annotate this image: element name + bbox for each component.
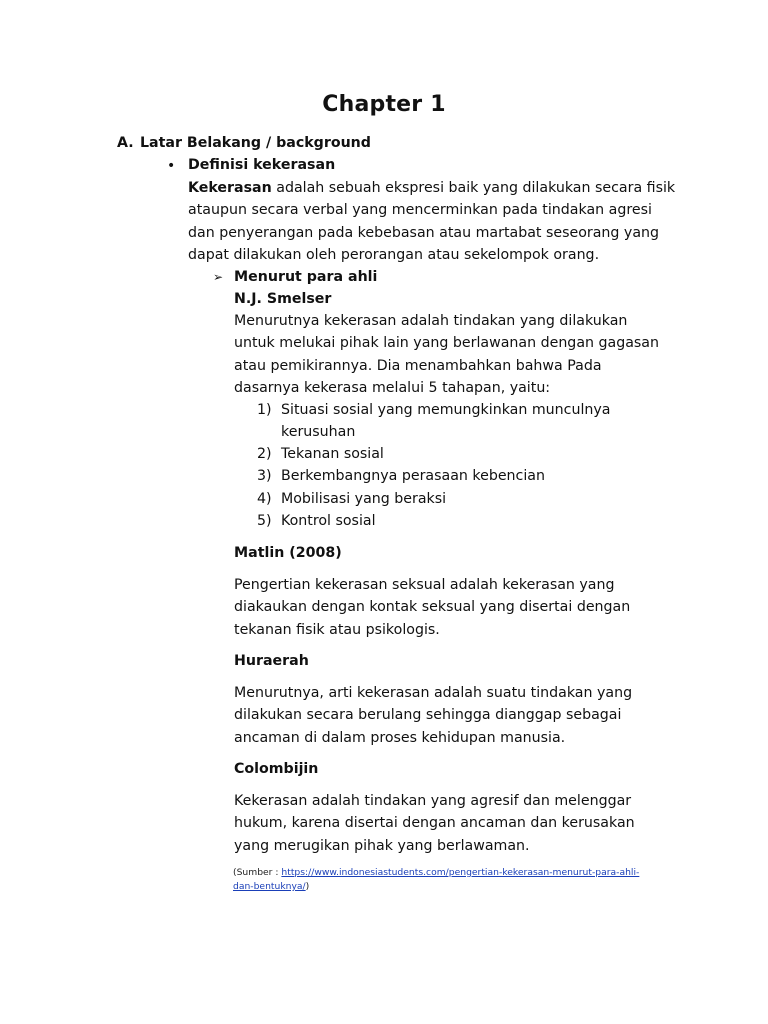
stage-text: Kontrol sosial <box>281 513 376 529</box>
stage-text: Berkembangnya perasaan kebencian <box>281 468 545 484</box>
smelser-line: untuk melukai pihak lain yang berlawanan dengan gagasan <box>234 335 659 352</box>
expert-name-smelser: N.J. Smelser <box>234 291 332 307</box>
matlin-line: Pengertian kekerasan seksual adalah kekerasan yang <box>234 577 615 593</box>
definition-line: adalah sebuah ekspresi baik yang dilakukan secara fisik <box>271 180 676 196</box>
expert-name-huraerah: Huraerah <box>234 653 309 669</box>
definition-line: dan penyerangan pada kebebasan atau martabat seseorang yang <box>188 224 660 241</box>
matlin-line: tekanan fisik atau psikologis. <box>234 621 440 638</box>
smelser-line: dasarnya kekerasa melalui 5 tahapan, yaitu: <box>234 379 551 396</box>
stage-number: 5) <box>257 513 272 529</box>
huraerah-line: dilakukan secara berulang sehingga dianggap sebagai <box>234 707 622 724</box>
smelser-line: Menurutnya kekerasan adalah tindakan yang dilakukan <box>234 313 628 329</box>
colombijin-line: Kekerasan adalah tindakan yang agresif dan melenggar <box>234 793 632 809</box>
huraerah-line: ancaman di dalam proses kehidupan manusia. <box>234 729 566 746</box>
definition-line: ataupun secara verbal yang mencerminkan pada tindakan agresi <box>188 202 652 219</box>
definition-paragraph <box>188 177 675 266</box>
arrow-bullet-icon: ➢ <box>213 270 224 284</box>
definition-heading: Definisi kekerasan <box>188 157 336 173</box>
stage-number: 4) <box>257 491 272 507</box>
source-citation <box>233 866 639 894</box>
stage-text: kerusuhan <box>281 424 356 440</box>
expert-name-colombijin: Colombijin <box>234 761 319 777</box>
stage-text: Tekanan sosial <box>281 446 384 462</box>
stage-number: 1) <box>257 402 272 418</box>
definition-line: dapat dilakukan oleh perorangan atau sekelompok orang. <box>188 246 600 263</box>
definition-term: Kekerasan <box>188 180 272 196</box>
huraerah-line: Menurutnya, arti kekerasan adalah suatu tindakan yang <box>234 685 633 701</box>
expert-name-matlin: Matlin (2008) <box>234 545 342 561</box>
source-link-continued[interactable]: dan-bentuknya/ <box>233 881 306 892</box>
colombijin-paragraph <box>234 790 635 857</box>
source-suffix: ) <box>305 881 310 892</box>
colombijin-line: hukum, karena disertai dengan ancaman dan kerusakan <box>234 815 635 832</box>
smelser-line: atau pemikirannya. Dia menambahkan bahwa Pada <box>234 357 602 374</box>
source-link[interactable]: https://www.indonesiastudents.com/pengertian-kekerasan-menurut-para-ahli- <box>281 867 640 878</box>
section-marker: A. <box>117 135 134 151</box>
stage-text: Situasi sosial yang memungkinkan munculnya <box>281 402 611 418</box>
experts-heading: Menurut para ahli <box>234 269 378 285</box>
stage-text: Mobilisasi yang beraksi <box>281 491 447 507</box>
colombijin-line: yang merugikan pihak yang berlawaman. <box>234 837 530 854</box>
stage-number: 3) <box>257 468 272 484</box>
stage-number: 2) <box>257 446 272 462</box>
huraerah-paragraph <box>234 682 632 749</box>
smelser-paragraph <box>234 310 659 399</box>
bullet-marker: • <box>167 158 176 174</box>
section-heading: Latar Belakang / background <box>140 135 371 151</box>
source-prefix: (Sumber : <box>233 867 282 878</box>
matlin-paragraph <box>234 574 630 641</box>
page-title: Chapter 1 <box>322 92 446 117</box>
matlin-line: diakaukan dengan kontak seksual yang disertai dengan <box>234 599 631 616</box>
